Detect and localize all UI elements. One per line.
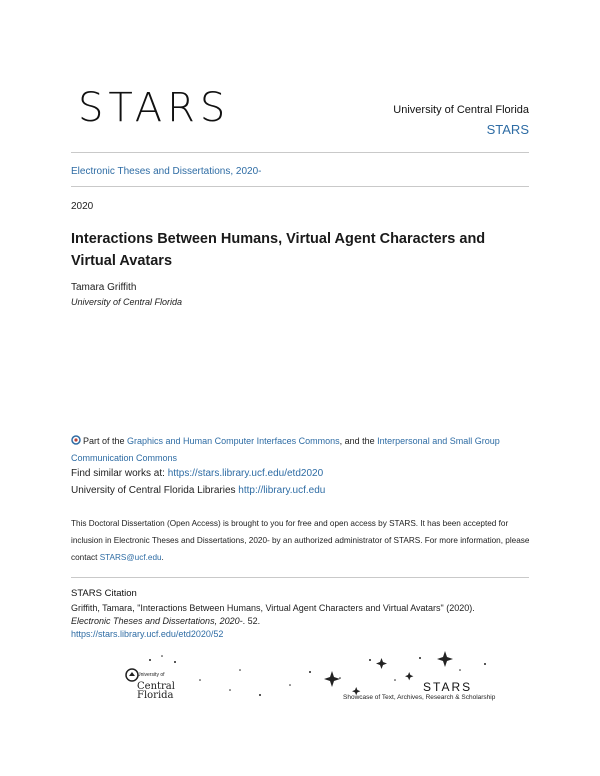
part-of-prefix: Part of the xyxy=(83,436,128,446)
divider xyxy=(71,186,529,187)
citation-text xyxy=(71,602,531,641)
stars-repository-link[interactable]: STARS xyxy=(486,122,529,137)
citation-line: Griffith, Tamara, "Interactions Between Humans, Virtual Agent Characters and Virtual Avatars" (2020). xyxy=(71,603,475,613)
divider xyxy=(71,152,529,153)
libraries-label: University of Central Florida Libraries xyxy=(71,485,239,496)
find-similar-link[interactable]: https://stars.library.ucf.edu/etd2020 xyxy=(167,468,324,479)
stars-tagline: Showcase of Text, Archives, Research & Scholarship xyxy=(343,694,496,701)
libraries-link[interactable]: http://library.ucf.edu xyxy=(238,485,326,496)
citation-pages: . 52. xyxy=(242,616,261,626)
interpersonal-communication-commons-link[interactable]: Interpersonal and Small Group Communication Commons xyxy=(71,436,500,463)
find-similar-label: Find similar works at: xyxy=(71,468,168,479)
ucf-logo-text xyxy=(137,682,175,700)
author-affiliation: University of Central Florida xyxy=(71,297,183,307)
access-statement xyxy=(71,515,531,566)
author-name: Tamara Griffith xyxy=(71,282,137,293)
citation-url-link[interactable]: https://stars.library.ucf.edu/etd2020/52 xyxy=(71,629,224,639)
ucf-logo-line1: Central xyxy=(137,681,175,692)
ucf-logo-small-text: University of xyxy=(137,672,165,678)
document-title: Interactions Between Humans, Virtual Agent Characters and Virtual Avatars xyxy=(71,231,486,269)
publication-year: 2020 xyxy=(71,201,94,212)
university-name: University of Central Florida xyxy=(393,104,529,116)
graphics-hci-commons-link[interactable]: Graphics and Human Computer Interfaces Commons xyxy=(127,436,340,446)
citation-journal: Electronic Theses and Dissertations, 2020- xyxy=(71,616,243,626)
citation-heading: STARS Citation xyxy=(71,588,137,599)
libraries-line xyxy=(71,485,325,496)
find-similar-works xyxy=(71,468,323,479)
statement-end: . xyxy=(161,553,164,562)
stars-logo: STARS xyxy=(78,85,231,131)
commons-icon xyxy=(71,435,81,445)
ucf-logo-line2: Florida xyxy=(137,690,174,701)
divider xyxy=(71,577,529,578)
collection-link[interactable]: Electronic Theses and Dissertations, 2020- xyxy=(71,166,262,177)
part-of-middle: , and the xyxy=(339,436,378,446)
contact-email-link[interactable]: STARS@ucf.edu xyxy=(99,553,162,562)
stars-footer-logo: STARS xyxy=(423,680,473,694)
part-of-statement xyxy=(71,433,531,467)
statement-text: This Doctoral Dissertation (Open Access) is brought to you for free and open access by STARS. It has been accepted for inclusion in Electronic Theses and Dissertations, 2020- by an authorized administrator of STARS. For more information, please contact xyxy=(71,519,530,562)
